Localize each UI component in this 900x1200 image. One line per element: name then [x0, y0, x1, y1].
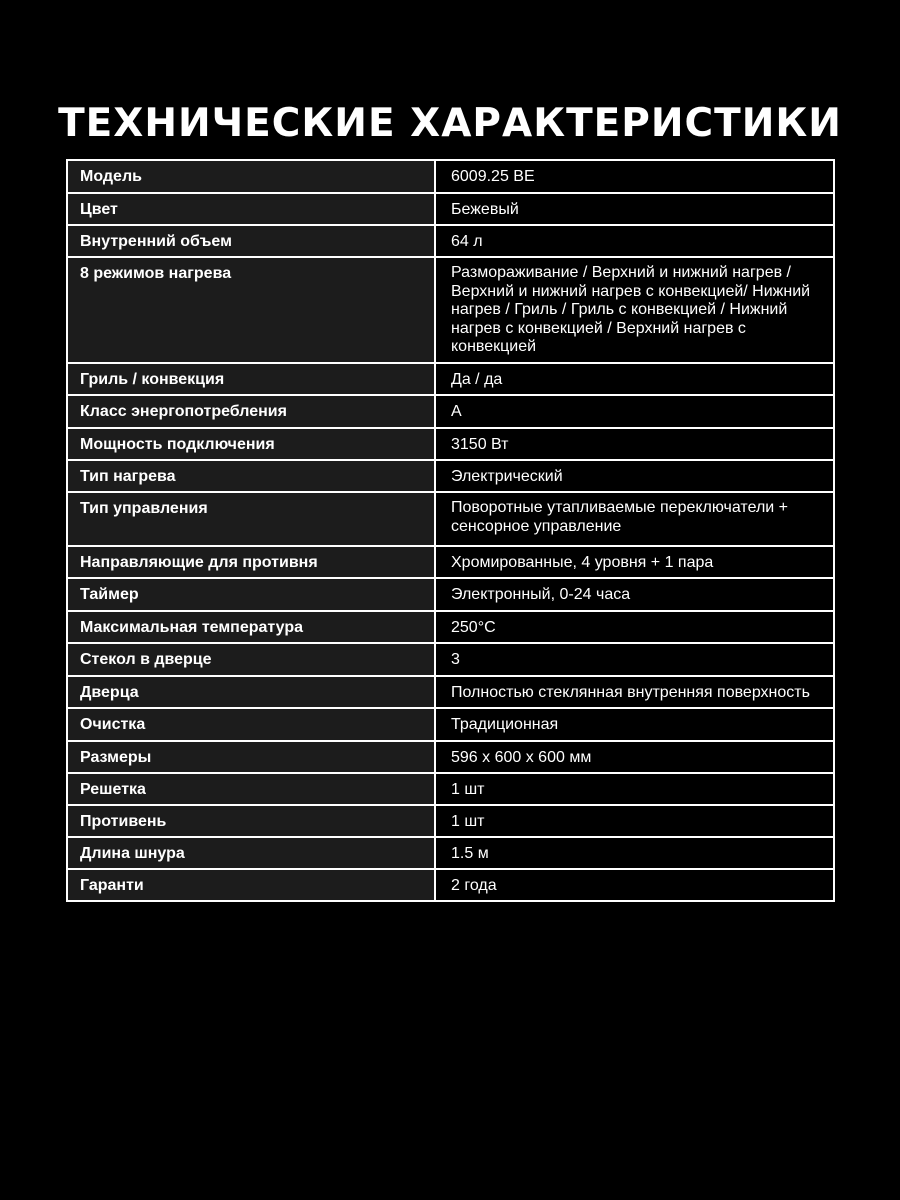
- spec-value: 64 л: [435, 225, 834, 257]
- spec-label: Решетка: [67, 773, 435, 805]
- spec-label: Мощность подключения: [67, 428, 435, 460]
- spec-row: [67, 363, 834, 395]
- spec-row: [67, 708, 834, 741]
- spec-row: [67, 395, 834, 428]
- spec-row: [67, 741, 834, 773]
- spec-value: 6009.25 BE: [435, 160, 834, 193]
- spec-row: [67, 773, 834, 805]
- spec-row: [67, 460, 834, 492]
- spec-value: Традиционная: [435, 708, 834, 741]
- spec-label: Внутренний объем: [67, 225, 435, 257]
- spec-value: Электрический: [435, 460, 834, 492]
- spec-label: Очистка: [67, 708, 435, 741]
- spec-value: A: [435, 395, 834, 428]
- spec-value: 1 шт: [435, 805, 834, 837]
- spec-value: Размораживание / Верхний и нижний нагрев / Верхний и нижний нагрев с конвекцией/ Нижний нагрев / Гриль / Гриль с конвекцией / Нижний нагрев с конвекцией / Верхний нагрев с конвекцией: [435, 257, 834, 363]
- spec-value: 596 x 600 x 600 мм: [435, 741, 834, 773]
- spec-label: Противень: [67, 805, 435, 837]
- spec-row: [67, 428, 834, 460]
- spec-row: [67, 160, 834, 193]
- spec-row: [67, 225, 834, 257]
- spec-value: 1.5 м: [435, 837, 834, 869]
- spec-label: Размеры: [67, 741, 435, 773]
- spec-label: Длина шнура: [67, 837, 435, 869]
- spec-value: 250°C: [435, 611, 834, 643]
- spec-value: Электронный, 0-24 часа: [435, 578, 834, 611]
- spec-label: Стекол в дверце: [67, 643, 435, 676]
- spec-row: [67, 676, 834, 708]
- spec-value: Поворотные утапливаемые переключатели + сенсорное управление: [435, 492, 834, 546]
- spec-row: [67, 257, 834, 363]
- spec-label: Направляющие для противня: [67, 546, 435, 578]
- spec-value: 2 года: [435, 869, 834, 901]
- spec-row: [67, 805, 834, 837]
- spec-row: [67, 611, 834, 643]
- spec-row: [67, 193, 834, 225]
- spec-row: [67, 546, 834, 578]
- spec-value: Бежевый: [435, 193, 834, 225]
- spec-label: Тип управления: [67, 492, 435, 546]
- spec-label: Модель: [67, 160, 435, 193]
- spec-label: Гриль / конвекция: [67, 363, 435, 395]
- spec-row: [67, 869, 834, 901]
- spec-value: 1 шт: [435, 773, 834, 805]
- spec-label: Тип нагрева: [67, 460, 435, 492]
- page-title: ТЕХНИЧЕСКИЕ ХАРАКТЕРИСТИКИ: [58, 101, 842, 146]
- spec-row: [67, 578, 834, 611]
- spec-row: [67, 492, 834, 546]
- spec-label: Максимальная температура: [67, 611, 435, 643]
- spec-label: Цвет: [67, 193, 435, 225]
- spec-label: Дверца: [67, 676, 435, 708]
- spec-label: 8 режимов нагрева: [67, 257, 435, 363]
- spec-value: Хромированные, 4 уровня + 1 пара: [435, 546, 834, 578]
- spec-row: [67, 837, 834, 869]
- spec-label: Класс энергопотребления: [67, 395, 435, 428]
- specifications-table: [66, 159, 835, 902]
- spec-label: Гаранти: [67, 869, 435, 901]
- spec-value: 3150 Вт: [435, 428, 834, 460]
- spec-label: Таймер: [67, 578, 435, 611]
- spec-value: Полностью стеклянная внутренняя поверхность: [435, 676, 834, 708]
- spec-row: [67, 643, 834, 676]
- spec-value: Да / да: [435, 363, 834, 395]
- spec-value: 3: [435, 643, 834, 676]
